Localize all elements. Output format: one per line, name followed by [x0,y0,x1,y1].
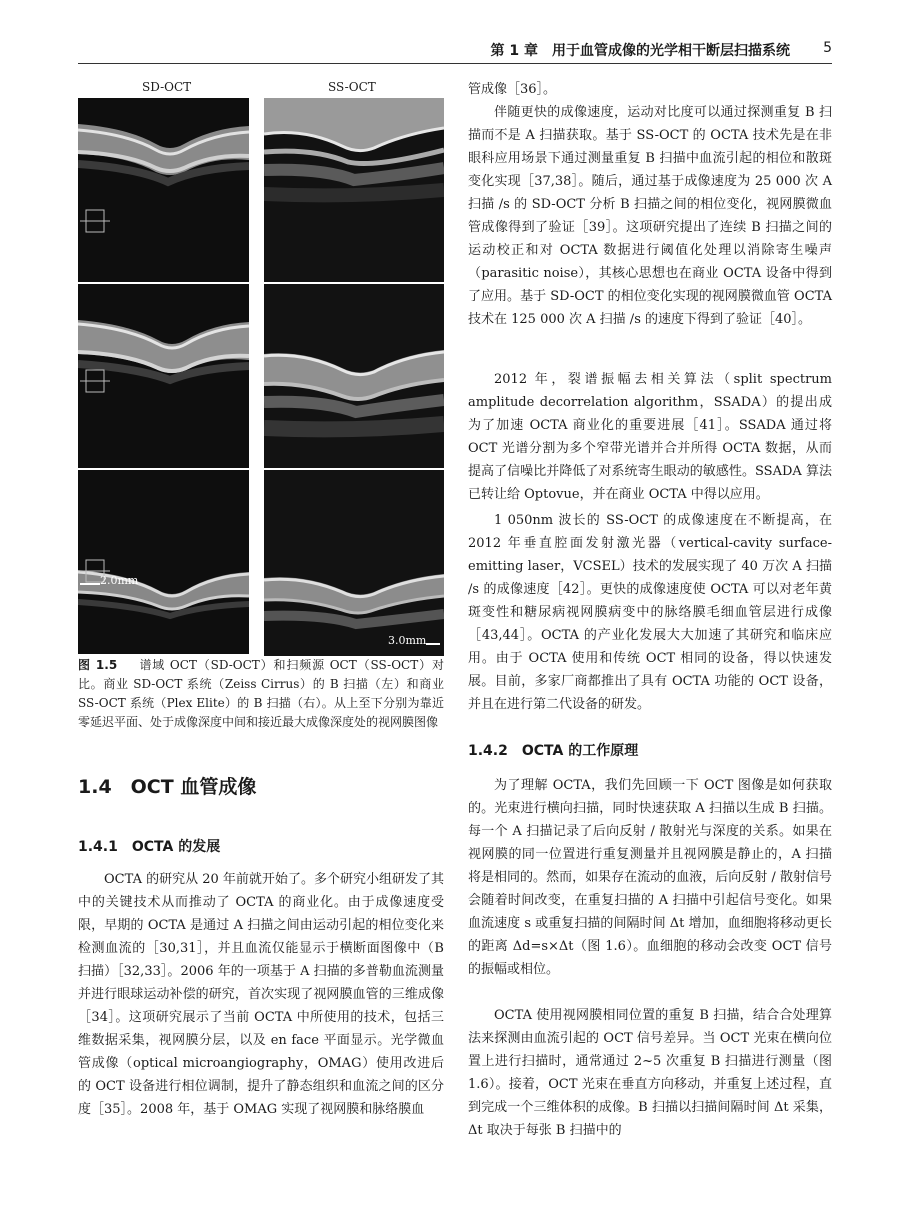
paragraph-right-1: 伴随更快的成像速度，运动对比度可以通过探测重复 B 扫描而不是 A 扫描获取。基于 SS-OCT 的 OCTA 技术先是在非眼科应用场景下通过测量重复 B 扫描中血流引起的相位和散斑变化实现［37,38］。随后，通过基于成像速度为 25 000 次 A 扫描 /s 的 SD-OCT 分析 B 扫描之间的相位变化，视网膜微血管成像得到了验证［39］。这项研究提出了连续 B 扫描之间的运动校正和对 OCTA 数据进行阈值化处理以消除寄生噪声（parasitic noise），其核心思想也在商业 OCTA 设备中得到了应用。基于 SD-OCT 的相位变化实现的视网膜微血管 OCTA 技术在 125 000 次 A 扫描 /s 的速度下得到了验证［40］。 [468,105,832,327]
section-heading-1-4: 1.4 OCT 血管成像 [78,776,257,798]
sd-oct-scan-bottom [78,470,249,654]
left-column [78,78,444,1117]
running-header [78,38,832,64]
ss-oct-scan-bottom [264,470,444,656]
paragraph-continuation: 管成像［36］。 [468,82,557,97]
caption-text: 谱域 OCT（SD-OCT）和扫频源 OCT（SS-OCT）对比。商业 SD-OCT 系统（Zeiss Cirrus）的 B 扫描（左）和商业 SS-OCT 系统（Plex Elite）的 B 扫描（右）。从上至下分别为靠近零延迟平面、处于成像深度中间和接近最大成像深度处的视网膜图像 [78,658,444,729]
paragraph-right-2: 2012 年，裂谱振幅去相关算法（split spectrum amplitude decorrelation algorithm，SSADA）的提出成为了加速 OCTA 商业化的重要进展［41］。SSADA 通过将 OCT 光谱分割为多个窄带光谱并合并所得 OCTA 数据，从而提高了信噪比并降低了对系统寄生眼动的敏感性。SSADA 算法已转让给 Optovue，并在商业 OCTA 中得以应用。 [468,372,832,502]
sd-oct-scan-middle [78,284,249,468]
header-rule [78,63,832,64]
ss-oct-scan-middle [264,284,444,468]
section-heading-1-4-1: 1.4.1 OCTA 的发展 [78,839,221,855]
scale-bar-ss-oct: 3.0mm [388,634,427,647]
figure-column-labels [78,78,444,96]
figure-label-ss-oct: SS-OCT [328,80,376,94]
paragraph-right-3: 1 050nm 波长的 SS-OCT 的成像速度在不断提高，在 2012 年垂直腔面发射激光器（vertical-cavity surface-emitting laser，VCSEL）技术的发展实现了 40 万次 A 扫描 /s 的成像速度［42］。更快的成像速度使 OCTA 可以对老年黄斑变性和糖尿病视网膜病变中的脉络膜毛细血管层进行成像［43,44］。OCTA 的产业化发展大大加速了其研究和临床应用。由于 OCTA 使用和传统 OCT 相同的设备，得以快速发展。目前，多家厂商都推出了具有 OCTA 功能的 OCT 设备，并且在进行第二代设备的研发。 [468,513,832,712]
figure-caption [78,656,444,732]
paragraph-1-4-2-b: OCTA 使用视网膜相同位置的重复 B 扫描，结合合处理算法来探测由血流引起的 OCT 信号差异。当 OCT 光束在横向位置上进行扫描时，通常通过 2~5 次重复 B 扫描进行测量（图 1.6）。接着，OCT 光束在垂直方向移动，并重复上述过程，直到完成一个三维体积的成像。B 扫描以扫描间隔时间 Δt 采集，Δt 取决于每张 B 扫描中的 [468,1008,832,1138]
paragraph-1-4-1: OCTA 的研究从 20 年前就开始了。多个研究小组研发了其中的关键技术从而推动了 OCTA 的商业化。由于成像速度受限，早期的 OCTA 是通过 A 扫描之间由运动引起的相位变化来检测血流的［30,31］，并且血流仅能显示于横断面图像中（B 扫描）［32,33］。2006 年的一项基于 A 扫描的多普勒血流测量并进行眼球运动补偿的研究，首次实现了视网膜血管的三维成像［34］。这项研究展示了当前 OCTA 中所使用的技术，包括三维数据采集，视网膜分层，以及 en face 平面显示。光学微血管成像（optical microangiography，OMAG）使用改进后的 OCT 设备进行相位调制，提升了静态组织和血流之间的区分度［35］。2008 年，基于 OMAG 实现了视网膜和脉络膜血 [78,872,444,1117]
sd-oct-scan-top [78,98,249,282]
caption-number: 图 1.5 [78,658,118,672]
ss-oct-scan-top [264,98,444,282]
oct-figure-grid [78,96,444,656]
paragraph-1-4-2-a: 为了理解 OCTA，我们先回顾一下 OCT 图像是如何获取的。光束进行横向扫描，同时快速获取 A 扫描以生成 B 扫描。每一个 A 扫描记录了后向反射 / 散射光与深度的关系。如果在视网膜的同一位置进行重复测量并且视网膜是静止的，A 扫描将是相同的。然而，如果存在流动的血液，后向反射 / 散射信号会随着时间改变，在重复扫描的 A 扫描中引起信号变化。如果血流速度 s 或重复扫描的间隔时间 Δt 增加，血细胞将移动更长的距离 Δd=s×Δt（图 1.6）。血细胞的移动会改变 OCT 信号的振幅或相位。 [468,778,832,977]
scale-bar-sd-oct: 2.0mm [100,574,139,587]
chapter-title: 第 1 章 用于血管成像的光学相干断层扫描系统 [490,43,790,59]
page-number: 5 [823,40,832,56]
section-heading-1-4-2: 1.4.2 OCTA 的工作原理 [468,743,639,759]
figure-label-sd-oct: SD-OCT [142,80,192,94]
